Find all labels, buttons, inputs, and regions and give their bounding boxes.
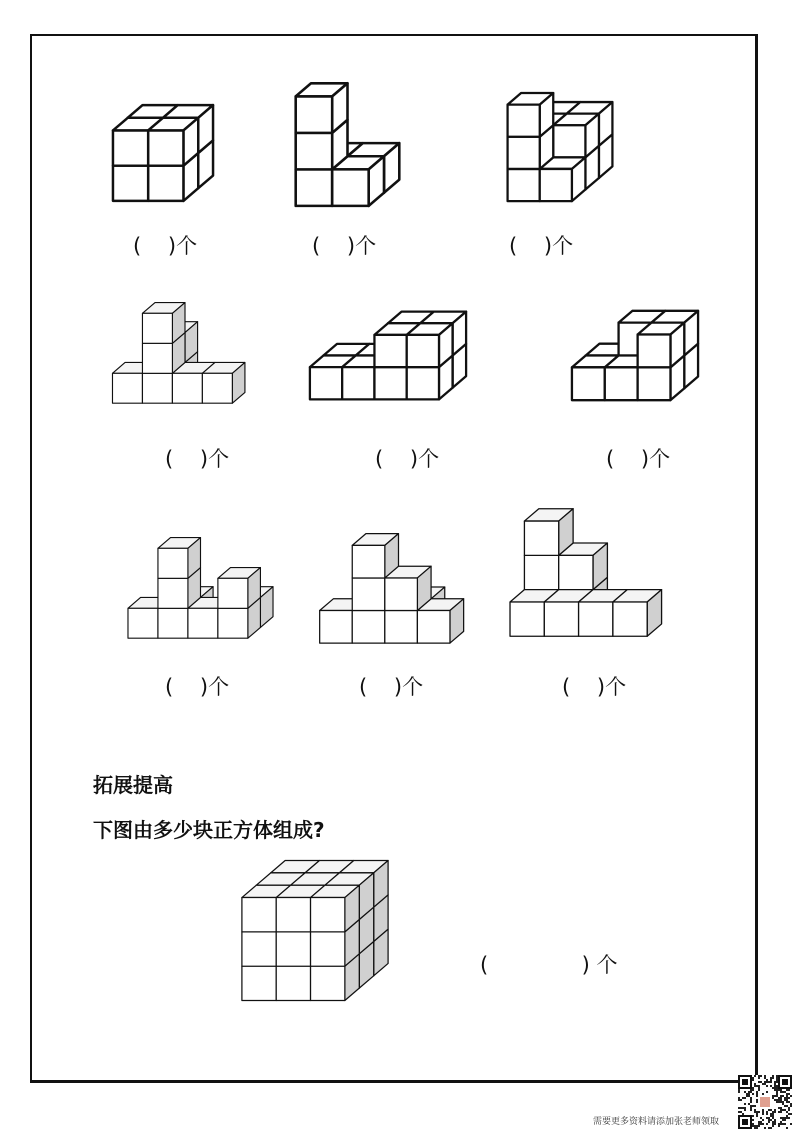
cube-front-face — [112, 373, 142, 403]
answer-blank-6[interactable]: ( )个 — [606, 447, 671, 471]
cube-front-face — [296, 96, 332, 132]
cube-front-face — [553, 125, 585, 157]
answer-blank-7[interactable]: ( )个 — [165, 675, 230, 699]
cube-front-face — [218, 578, 248, 608]
cube-figure-3 — [485, 68, 635, 203]
cube-front-face — [276, 932, 310, 966]
cube-front-face — [579, 602, 613, 636]
cube-front-face — [559, 555, 593, 589]
extension-answer-blank[interactable]: ( ) 个 — [480, 953, 618, 977]
cube-front-face — [385, 611, 418, 644]
cube-front-face — [613, 602, 647, 636]
cube-front-face — [332, 169, 368, 205]
cube-front-face — [242, 932, 276, 966]
cube-front-face — [638, 334, 671, 367]
cube-front-face — [638, 367, 671, 400]
cube-front-face — [148, 130, 183, 165]
answer-blank-3[interactable]: ( )个 — [509, 234, 574, 258]
cube-figure-9 — [508, 505, 678, 640]
answer-blank-4[interactable]: ( )个 — [165, 447, 230, 471]
cube-front-face — [407, 367, 439, 399]
cube-front-face — [352, 545, 385, 578]
answer-blank-9[interactable]: ( )个 — [562, 675, 627, 699]
cube-front-face — [524, 521, 558, 555]
cube-front-face — [142, 373, 172, 403]
cube-figure-6 — [570, 308, 700, 403]
cube-front-face — [540, 169, 572, 201]
cube-front-face — [374, 367, 406, 399]
cube-front-face — [142, 343, 172, 373]
cube-figure-8 — [316, 520, 481, 645]
cube-front-face — [296, 133, 332, 169]
extension-question: 下图由多少块正方体组成? — [93, 818, 325, 842]
cube-front-face — [311, 966, 345, 1000]
answer-blank-1[interactable]: ( )个 — [133, 234, 198, 258]
cube-front-face — [188, 608, 218, 638]
cube-front-face — [142, 313, 172, 343]
cube-front-face — [385, 578, 418, 611]
cube-front-face — [148, 166, 183, 201]
cube-figure-4 — [105, 290, 265, 405]
cube-front-face — [605, 367, 638, 400]
cube-figure-7 — [118, 525, 283, 640]
cube-front-face — [508, 105, 540, 137]
cube-front-face — [352, 611, 385, 644]
answer-blank-2[interactable]: ( )个 — [312, 234, 377, 258]
big-cube-figure — [240, 858, 390, 1003]
cube-front-face — [510, 602, 544, 636]
cube-figure-1 — [108, 103, 218, 203]
cube-front-face — [296, 169, 332, 205]
cube-front-face — [572, 367, 605, 400]
cube-front-face — [508, 137, 540, 169]
cube-front-face — [276, 898, 310, 932]
cube-front-face — [310, 367, 342, 399]
answer-blank-5[interactable]: ( )个 — [375, 447, 440, 471]
cube-front-face — [128, 608, 158, 638]
cube-front-face — [352, 578, 385, 611]
cube-front-face — [342, 367, 374, 399]
cube-figure-5 — [308, 308, 468, 403]
cube-front-face — [544, 602, 578, 636]
cube-front-face — [276, 966, 310, 1000]
cube-front-face — [158, 608, 188, 638]
cube-front-face — [417, 611, 450, 644]
cube-front-face — [242, 966, 276, 1000]
extension-title: 拓展提高 — [93, 773, 173, 797]
cube-front-face — [218, 608, 248, 638]
cube-front-face — [158, 548, 188, 578]
cube-front-face — [113, 166, 148, 201]
cube-front-face — [158, 578, 188, 608]
cube-front-face — [202, 373, 232, 403]
cube-front-face — [242, 898, 276, 932]
footer-note: 需要更多资料请添加张老师领取 — [593, 1117, 720, 1127]
answer-blank-8[interactable]: ( )个 — [359, 675, 424, 699]
cube-front-face — [407, 335, 439, 367]
cube-front-face — [508, 169, 540, 201]
cube-front-face — [524, 555, 558, 589]
cube-front-face — [311, 932, 345, 966]
cube-front-face — [113, 130, 148, 165]
cube-front-face — [374, 335, 406, 367]
cube-figure-2 — [290, 68, 405, 208]
qr-code-icon — [738, 1075, 792, 1129]
cube-front-face — [311, 898, 345, 932]
cube-front-face — [172, 373, 202, 403]
cube-front-face — [320, 611, 353, 644]
